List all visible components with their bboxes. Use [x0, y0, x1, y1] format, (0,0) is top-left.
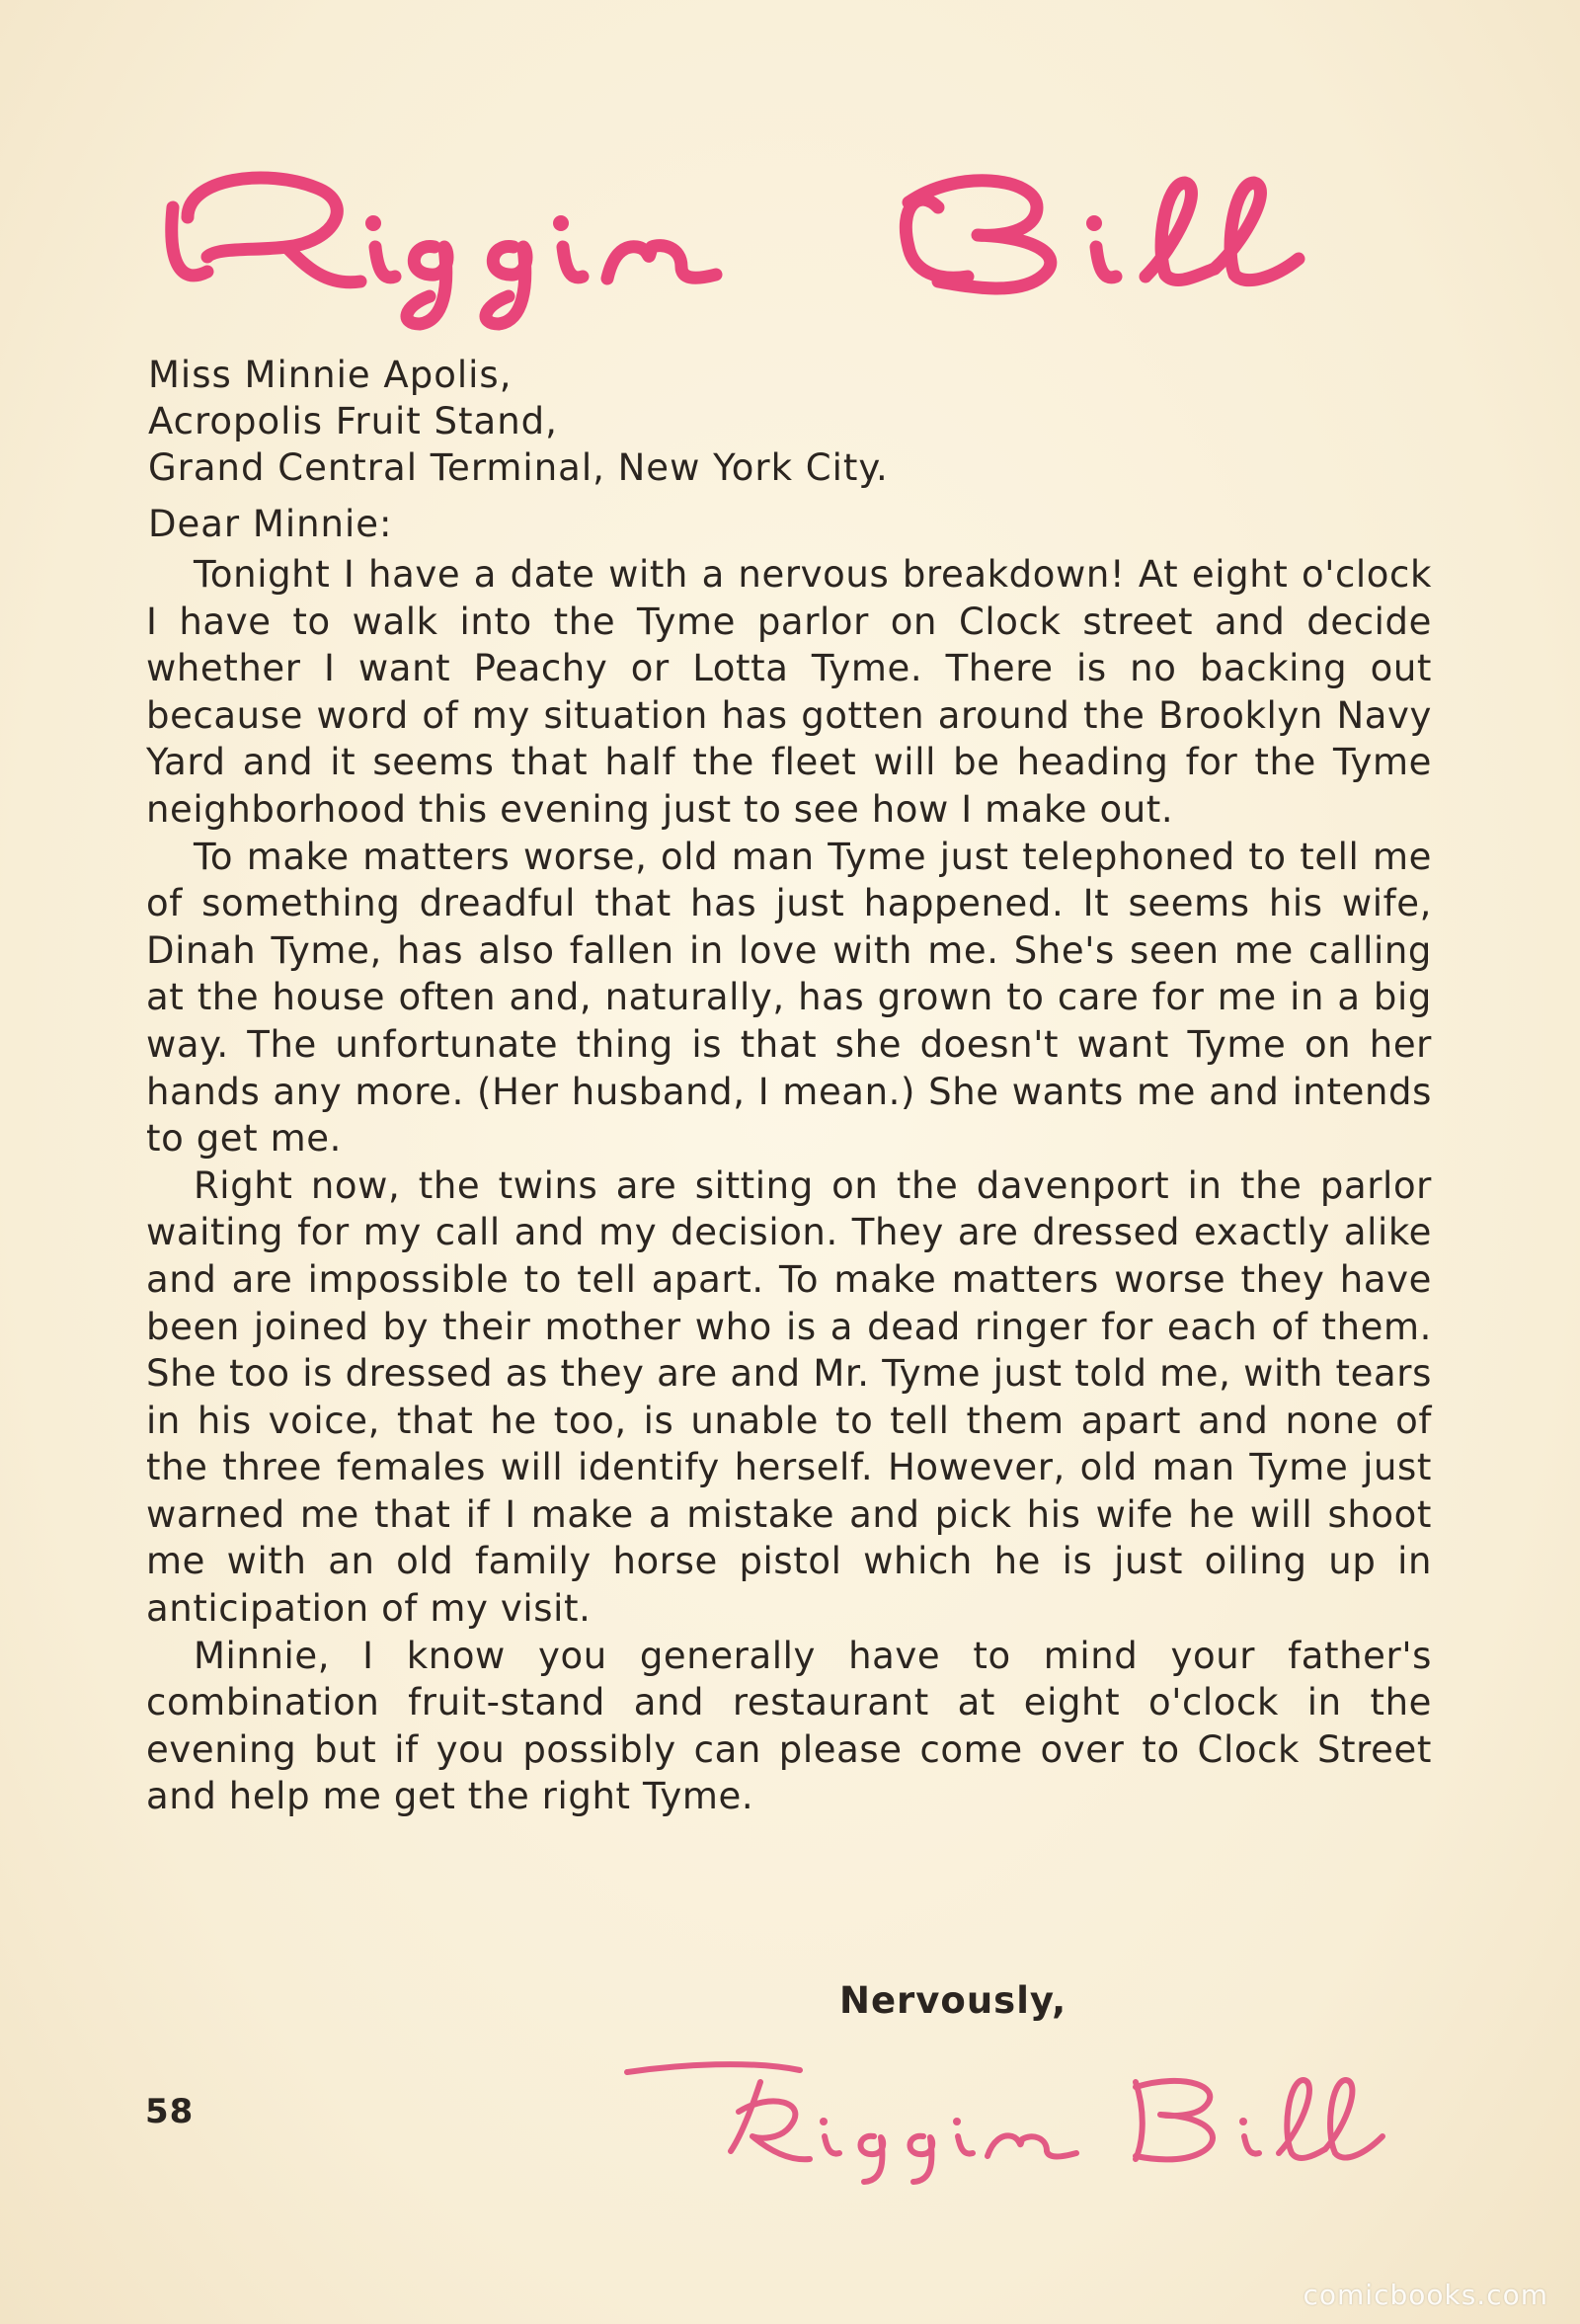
- address-block: [148, 352, 1432, 491]
- letter-body: [146, 551, 1432, 1820]
- letter-paragraph: Tonight I have a date with a nervous breakdown! At eight o'clock I have to walk into the Tyme parlor on Clock street and decide whether I want Peachy or Lotta Tyme. There is no backing out because word of my situation has gotten around the Brooklyn Navy Yard and it seems that half the fleet will be heading for the Tyme neighborhood this evening just to see how I make out.: [146, 553, 1432, 831]
- address-line: Grand Central Terminal, New York City.: [148, 446, 889, 489]
- closing: Nervously,: [839, 1979, 1067, 2022]
- letter-paragraph: To make matters worse, old man Tyme just telephoned to tell me of something dreadful that has just happened. It seems his wife, Dinah Tyme, has also fallen in love with me. She's seen me calling at the house often and, naturally, has grown to care for me in a big way. The unfortunate thing is that she doesn't want Tyme on her hands any more. (Her husband, I mean.) She wants me and intends to get me.: [146, 835, 1432, 1161]
- address-line: Acropolis Fruit Stand,: [148, 400, 558, 442]
- masthead-title: [148, 148, 1412, 336]
- page-number: 58: [145, 2092, 195, 2131]
- letter-paragraph: Right now, the twins are sitting on the davenport in the parlor waiting for my call and my decision. They are dressed exactly alike and are impossible to tell apart. To make matters worse they have been joined by their mother who is a dead ringer for each of them. She too is dressed as they are and Mr. Tyme just told me, with tears in his voice, that he too, is unable to tell them apart and none of the three females will identify herself. However, old man Tyme just warned me that if I make a mistake and pick his wife he will shoot me with an old family horse pistol which he is just oiling up in anticipation of my visit.: [146, 1163, 1432, 1631]
- signature: [622, 2043, 1392, 2191]
- signature-script: [622, 2043, 1392, 2191]
- address-line: Miss Minnie Apolis,: [148, 354, 513, 396]
- watermark: comicbooks.com: [1303, 2279, 1548, 2311]
- salutation: Dear Minnie:: [148, 503, 393, 545]
- masthead-title-text: [148, 148, 1412, 336]
- letter-paragraph: Minnie, I know you generally have to mind your father's combination fruit-stand and restaurant at eight o'clock in the evening but if you possibly can please come over to Clock Street and help me get the right Tyme.: [146, 1634, 1432, 1818]
